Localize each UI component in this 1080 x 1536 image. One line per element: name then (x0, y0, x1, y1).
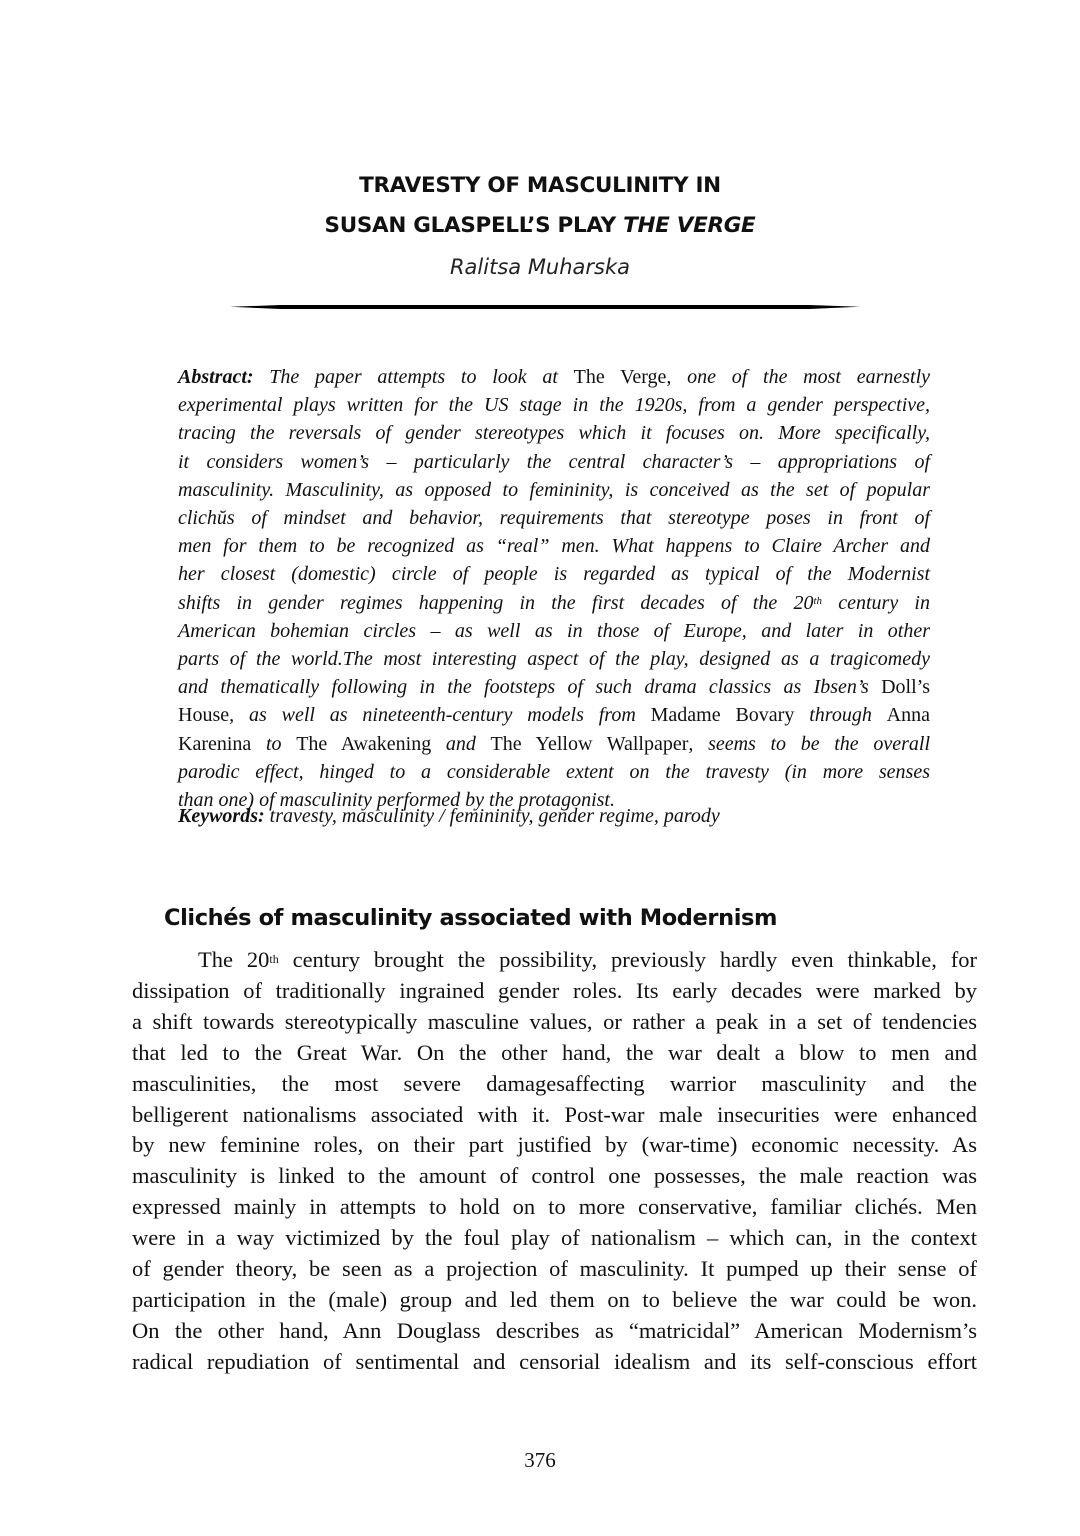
abstract-line: her closest (domestic) circle of people is regarded as typical of the Modernist (178, 563, 930, 586)
abstract-line: men for them to be recognized as “real” men. What happens to Claire Archer and (178, 535, 930, 558)
abstract-line: it considers women’s – particularly the central character’s – appropriations of (178, 450, 930, 473)
abstract-line: American bohemian circles – as well as in those of Europe, and later in other (178, 619, 930, 642)
keywords-label: Keywords: (178, 805, 265, 827)
body-line: that led to the Great War. On the other hand, the war dealt a blow to men and (132, 1039, 977, 1065)
body-line: a shift towards stereotypically masculine values, or rather a peak in a set of tendencies (132, 1008, 977, 1034)
page-number: 376 (524, 1448, 556, 1472)
body-line: masculinities, the most severe damagesaffecting warrior masculinity and the (132, 1070, 977, 1096)
keywords (178, 805, 930, 828)
paper-title-line-2 (0, 213, 1080, 238)
section-heading: Clichés of masculinity associated with Modernism (164, 905, 778, 931)
abstract-label: Abstract: (178, 366, 254, 388)
abstract-line: clichŭs of mindset and behavior, requirements that stereotype poses in front of (178, 507, 930, 530)
abstract-line: and thematically following in the footsteps of such drama classics as Ibsen’s Doll’s (178, 676, 930, 699)
author-name: Ralitsa Muharska (449, 255, 631, 279)
abstract-line: experimental plays written for the US stage in the 1920s, from a gender perspective, (178, 394, 930, 417)
abstract-line: Abstract: The paper attempts to look at The Verge, one of the most earnestly (178, 366, 931, 388)
body-line: expressed mainly in attempts to hold on to more conservative, familiar clichés. Men (132, 1194, 977, 1220)
abstract-line: masculinity. Masculinity, as opposed to femininity, is conceived as the set of popular (178, 478, 930, 501)
abstract-line: shifts in gender regimes happening in the first decades of the 20th century in (178, 591, 930, 614)
title-play-name: THE VERGE (623, 213, 756, 238)
abstract-line: Karenina to The Awakening and The Yellow Wallpaper, seems to be the overall (178, 732, 931, 755)
body-line: participation in the (male) group and led them on to believe the war could be won. (132, 1286, 977, 1312)
abstract-line: parodic effect, hinged to a considerable extent on the travesty (in more senses (178, 760, 930, 783)
abstract-line: House, as well as nineteenth-century models from Madame Bovary through Anna (178, 704, 930, 727)
abstract-line: tracing the reversals of gender stereotypes which it focuses on. More specifically, (178, 422, 930, 445)
keywords-text: travesty, masculinity / femininity, gender regime, parody (269, 805, 720, 827)
body-line: of gender theory, be seen as a projection of masculinity. It pumped up their sense of (132, 1256, 977, 1282)
body-line: by new feminine roles, on their part justified by (war-time) economic necessity. As (132, 1132, 977, 1158)
body-line: The 20th century brought the possibility, previously hardly even thinkable, for (198, 947, 977, 972)
body-line: radical repudiation of sentimental and censorial idealism and its self-conscious effort (132, 1348, 977, 1374)
abstract-line: parts of the world.The most interesting aspect of the play, designed as a tragicomedy (178, 648, 930, 671)
paper-title-line-1: TRAVESTY OF MASCULINITY IN (359, 173, 721, 198)
body-line: belligerent nationalisms associated with it. Post-war male insecurities were enhanced (132, 1101, 977, 1127)
title-divider (230, 305, 860, 309)
body-line: dissipation of traditionally ingrained gender roles. Its early decades were marked by (132, 977, 977, 1003)
abstract-line: than one) of masculinity performed by the protagonist. (178, 789, 615, 812)
body-text (132, 945, 977, 1378)
abstract (178, 363, 930, 814)
body-line: were in a way victimized by the foul play of nationalism – which can, in the context (132, 1225, 977, 1251)
title-prefix: SUSAN GLASPELL’S PLAY (324, 213, 616, 238)
body-line: masculinity is linked to the amount of control one possesses, the male reaction was (132, 1163, 977, 1189)
body-line: On the other hand, Ann Douglass describes as “matricidal” American Modernism’s (132, 1317, 977, 1343)
